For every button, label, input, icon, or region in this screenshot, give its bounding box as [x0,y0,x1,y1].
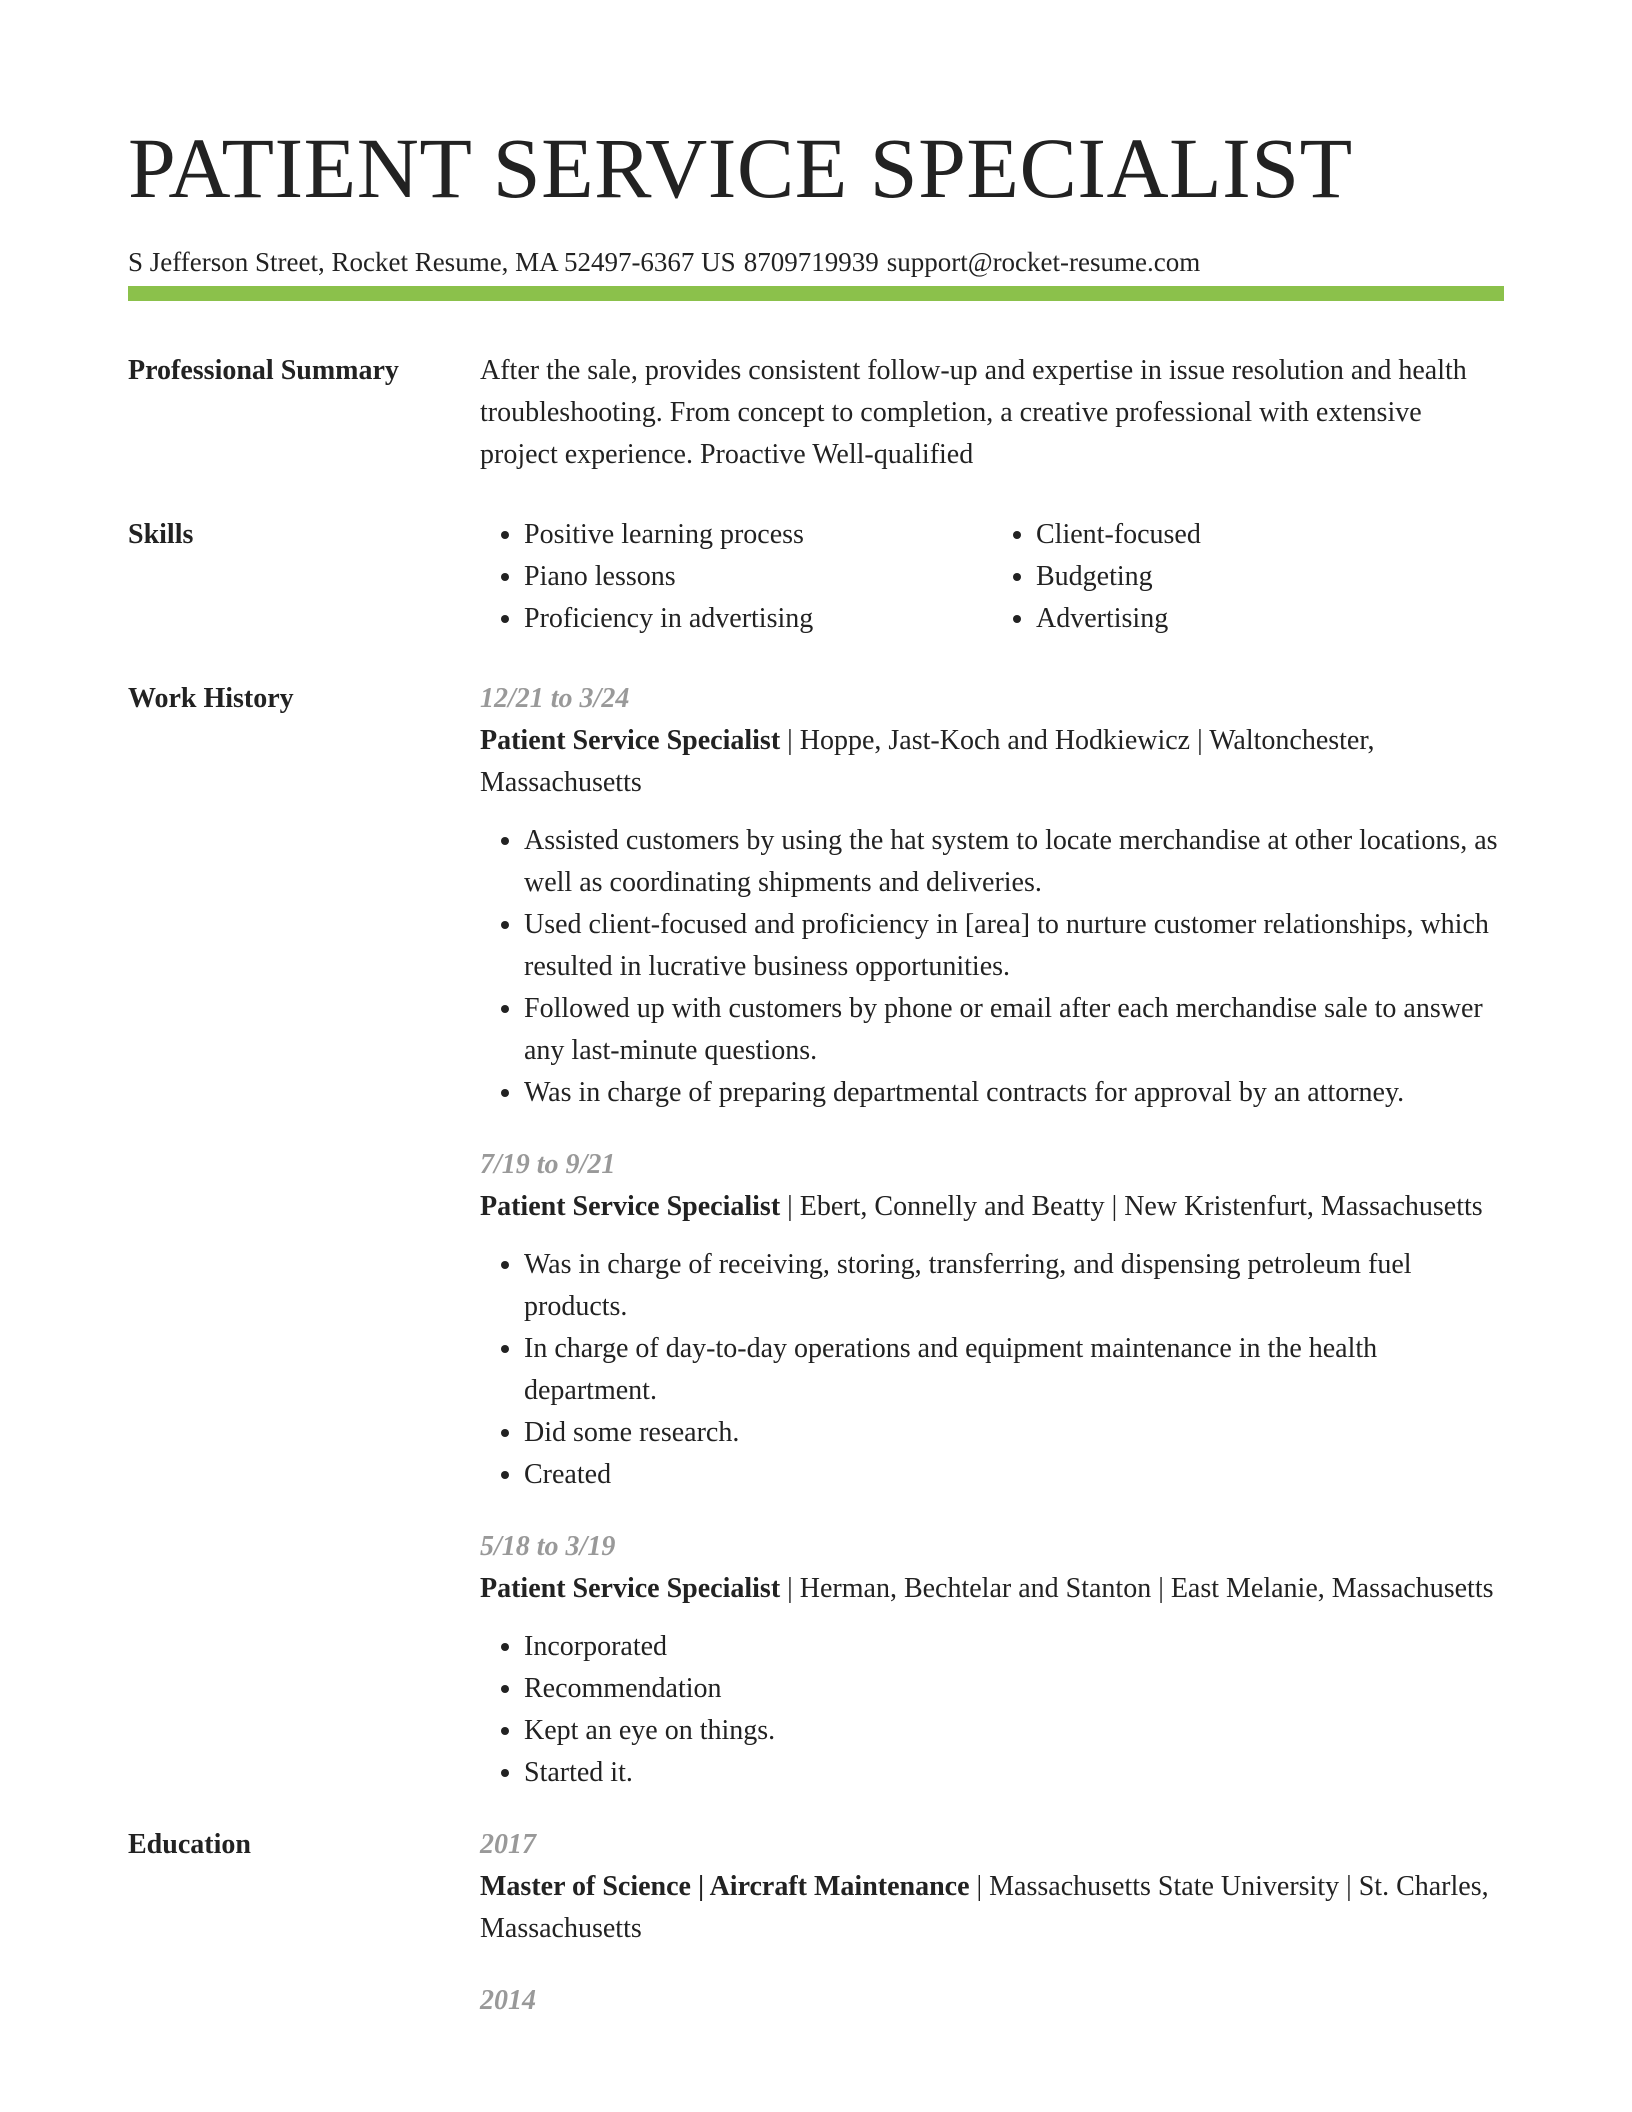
resume-sections [128,350,1504,2052]
job-entry [480,1144,1504,1496]
skill-item: • Client-focused [1036,514,1504,556]
contact-phone: 8709719939 [743,247,879,277]
skill-item: • Advertising [1036,598,1504,640]
skills-heading: Skills [128,519,194,550]
separator: | [1151,1573,1171,1604]
separator: | [780,1191,800,1222]
job-company: Hoppe, Jast-Koch and Hodkiewicz [799,725,1191,756]
job-duty-item: • Used client-focused and proficiency in [area] to nurture customer relationships, which resulted in lucrative business opportunities. [524,904,1504,988]
contact-email[interactable]: support@rocket-resume.com [886,247,1201,277]
job-duty-item: • Incorporated [524,1626,1504,1668]
job-duty-item: • Kept an eye on things. [524,1710,1504,1752]
job-company: Ebert, Connelly and Beatty [799,1191,1105,1222]
skills-section [128,514,1504,678]
education-year: 2017 [480,1829,536,1860]
education-location: St. Charles, Massachusetts [480,1871,1489,1944]
education-year: 2014 [480,1985,536,2016]
summary-heading: Professional Summary [128,355,399,386]
separator: | [1190,725,1210,756]
contact-line [128,244,1504,280]
skill-item: • Positive learning process [524,514,992,556]
contact-address: S Jefferson Street, Rocket Resume, MA 52497-6367 US [128,247,736,277]
skills-column-1 [480,514,992,640]
skills-column-2 [992,514,1504,640]
skill-item: • Budgeting [1036,556,1504,598]
job-role-line [480,720,1504,804]
job-company: Herman, Bechtelar and Stanton [799,1573,1152,1604]
job-entry [480,1526,1504,1794]
job-duty-item: • Did some research. [524,1412,1504,1454]
job-dates: 7/19 to 9/21 [480,1149,616,1180]
work-history-list [480,678,1504,1824]
education-section [128,1824,1504,2052]
job-location: New Kristenfurt, Massachusetts [1124,1191,1483,1222]
job-duty-item: • Was in charge of preparing departmental contracts for approval by an attorney. [524,1072,1504,1114]
skills-list [480,514,1504,640]
education-entry [480,1824,1504,1950]
job-title: Patient Service Specialist [480,1191,781,1222]
job-duty-item: • Started it. [524,1752,1504,1794]
work-history-heading: Work History [128,683,294,714]
job-dates: 5/18 to 3/19 [480,1531,616,1562]
separator: | [1104,1191,1125,1222]
header-divider [128,286,1504,301]
skill-item: • Proficiency in advertising [524,598,992,640]
job-dates: 12/21 to 3/24 [480,683,630,714]
job-duty-item: • Was in charge of receiving, storing, transferring, and dispensing petroleum fuel products. [524,1244,1504,1328]
job-duty-item: • Created [524,1454,1504,1496]
summary-section [128,350,1504,514]
resume-header [128,118,1504,280]
separator: | [780,725,800,756]
job-duties [480,1626,1504,1794]
separator: | [1339,1871,1359,1902]
job-duty-item: • Followed up with customers by phone or email after each merchandise sale to answer any last-minute questions. [524,988,1504,1072]
job-role-line [480,1568,1504,1610]
job-duty-item: • Assisted customers by using the hat system to locate merchandise at other locations, as well as coordinating shipments and deliveries. [524,820,1504,904]
separator: | [780,1573,800,1604]
education-line [480,1866,1504,1950]
candidate-name: PATIENT SERVICE SPECIALIST [128,120,1353,216]
job-duties [480,1244,1504,1496]
job-title: Patient Service Specialist [480,1573,781,1604]
education-school: Massachusetts State University [989,1871,1340,1902]
work-history-section [128,678,1504,1824]
job-duty-item: • In charge of day-to-day operations and equipment maintenance in the health department. [524,1328,1504,1412]
education-list [480,1824,1504,2052]
job-entry [480,678,1504,1114]
summary-text: After the sale, provides consistent follow-up and expertise in issue resolution and health troubleshooting. From concept to completion, a creative professional with extensive project experience. Proactive Well-qualified [480,355,1467,470]
job-duties [480,820,1504,1114]
separator: | [969,1871,990,1902]
skill-item: • Piano lessons [524,556,992,598]
job-location: Waltonchester, Massachusetts [480,725,1375,798]
education-heading: Education [128,1829,251,1860]
education-entry [480,1980,1504,2022]
job-duty-item: • Recommendation [524,1668,1504,1710]
job-location: East Melanie, Massachusetts [1170,1573,1494,1604]
job-role-line [480,1186,1504,1228]
job-title: Patient Service Specialist [480,725,781,756]
education-degree: Master of Science | Aircraft Maintenance [480,1871,970,1902]
